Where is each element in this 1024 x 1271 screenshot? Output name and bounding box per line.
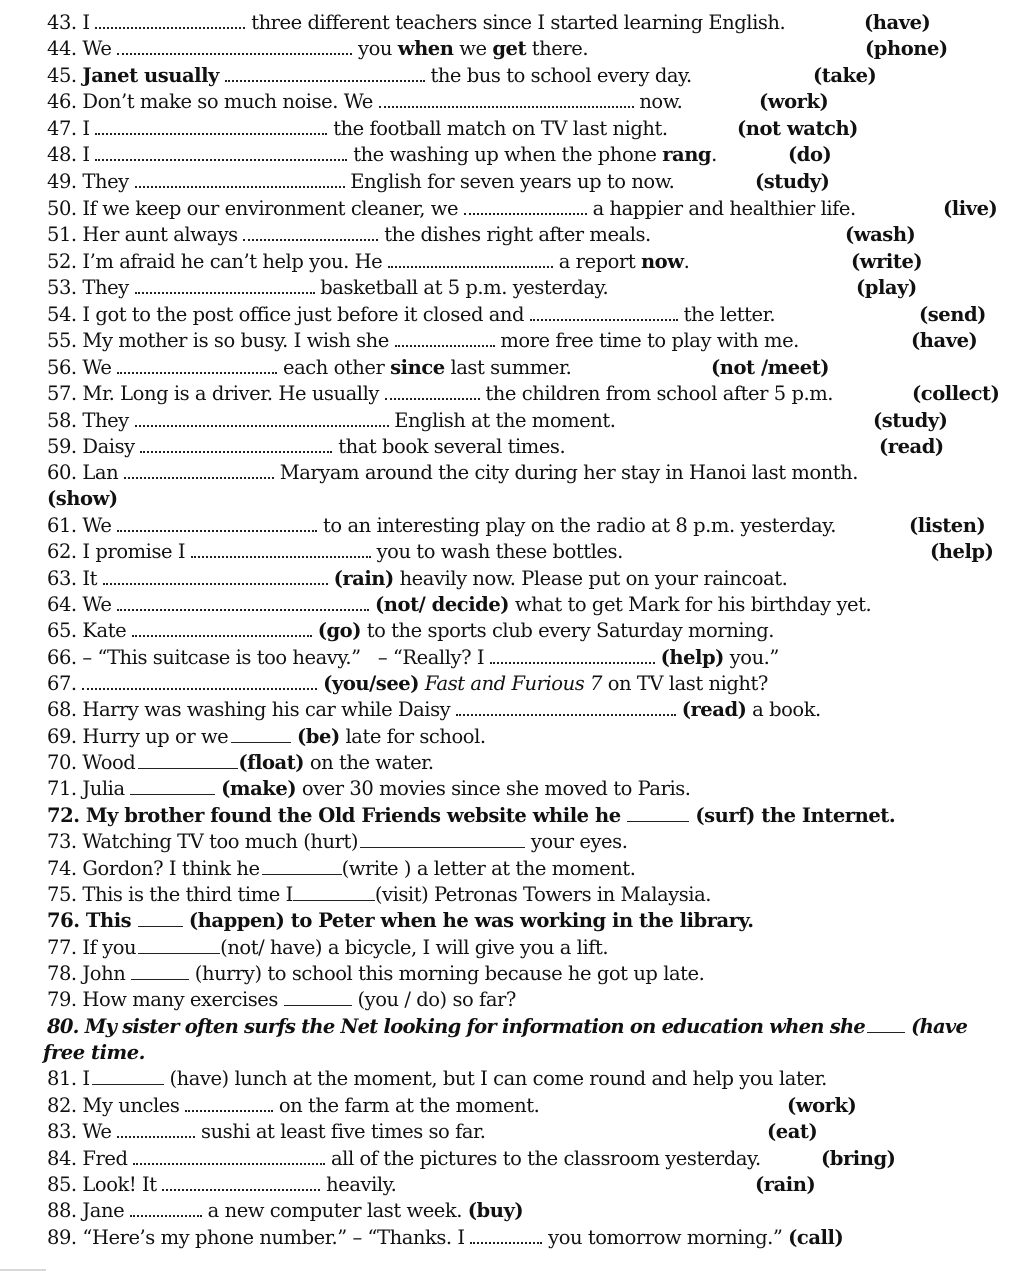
verb-hint: (study) — [873, 409, 948, 432]
answer-blank[interactable] — [456, 698, 676, 716]
verb-hint: (bring) — [821, 1147, 896, 1170]
exercise-number: 58. — [47, 409, 77, 432]
exercise-text: you — [358, 37, 398, 60]
exercise-number: 88. — [47, 1199, 77, 1222]
exercise-number: 60. — [47, 461, 77, 484]
exercise-number: 52. — [47, 250, 77, 273]
exercise-line-58 — [47, 408, 1024, 434]
exercise-line-64 — [47, 592, 1024, 618]
verb-hint: (phone) — [865, 37, 948, 60]
exercise-line-55 — [47, 328, 1024, 354]
exercise-subject: Look! It — [82, 1173, 157, 1196]
exercise-subject: If we keep our environment cleaner, we — [82, 197, 459, 220]
exercise-line-59 — [47, 434, 1024, 460]
exercise-number: 46. — [47, 90, 77, 113]
exercise-text: a bicycle, I will give you a lift. — [327, 936, 609, 959]
exercise-text: the dishes right after meals. — [384, 223, 651, 246]
answer-blank[interactable] — [130, 779, 215, 795]
exercise-text: you to wash these bottles. — [376, 540, 623, 563]
exercise-line-65 — [47, 618, 1024, 644]
exercise-number: 45. — [47, 64, 77, 87]
exercise-number: 56. — [47, 356, 77, 379]
answer-blank[interactable] — [95, 11, 245, 29]
exercise-text: we — [453, 37, 493, 60]
answer-blank[interactable] — [388, 250, 553, 268]
answer-blank[interactable] — [627, 806, 689, 822]
verb-hint: (buy) — [467, 1199, 524, 1222]
exercise-line-56 — [47, 355, 1024, 381]
answer-blank[interactable] — [284, 990, 352, 1006]
exercise-number: 64. — [47, 593, 77, 616]
exercise-text: what to get Mark for his birthday yet. — [514, 593, 872, 616]
verb-hint: (not watch) — [737, 117, 858, 140]
answer-blank[interactable] — [464, 197, 587, 215]
exercise-line-46 — [47, 89, 1024, 115]
answer-blank[interactable] — [131, 964, 189, 980]
exercise-subject: John — [82, 962, 126, 985]
exercise-number: 70. — [47, 751, 77, 774]
answer-blank[interactable] — [231, 727, 291, 743]
exercise-subject: I — [82, 143, 90, 166]
exercise-subject: Hurry up or we — [82, 725, 229, 748]
exercise-line-80-cont — [43, 1040, 1024, 1066]
answer-blank[interactable] — [225, 64, 425, 82]
exercise-number: 78. — [47, 962, 77, 985]
answer-blank[interactable] — [130, 1199, 202, 1217]
exercise-subject: It — [82, 567, 98, 590]
exercise-text: the Internet. — [761, 804, 896, 827]
exercise-line-47 — [47, 116, 1024, 142]
answer-blank[interactable] — [530, 303, 678, 321]
exercise-text: sushi at least five times so far. — [201, 1120, 486, 1143]
verb-hint: (read) — [681, 698, 747, 721]
answer-blank[interactable] — [470, 1226, 542, 1244]
exercise-number: 72. — [47, 804, 80, 827]
exercise-line-66 — [47, 645, 1024, 671]
exercise-subject: Her aunt always — [82, 223, 238, 246]
answer-blank[interactable] — [124, 461, 274, 479]
exercise-number: 79. — [47, 988, 77, 1011]
exercise-text: on the farm at the moment. — [278, 1094, 540, 1117]
exercise-subject: We — [82, 356, 112, 379]
exercise-number: 61. — [47, 514, 77, 537]
exercise-line-53 — [47, 275, 1024, 301]
exercise-text: the letter. — [683, 303, 776, 326]
exercise-line-43 — [47, 10, 1024, 36]
verb-hint: (have) — [864, 11, 931, 34]
exercise-subject: We — [82, 1120, 112, 1143]
answer-blank[interactable] — [132, 619, 312, 637]
verb-hint: (visit) — [374, 883, 429, 906]
exercise-text: a report — [558, 250, 641, 273]
exercise-text: Maryam around the city during her stay in Hanoi last month. — [279, 461, 859, 484]
exercise-line-70 — [47, 750, 1024, 776]
exercise-number: 73. — [47, 830, 77, 853]
exercise-text: a book. — [752, 698, 821, 721]
exercise-line-60-cont — [47, 486, 1024, 512]
exercise-line-82 — [47, 1093, 1024, 1119]
answer-blank[interactable] — [385, 382, 480, 400]
exercise-line-83 — [47, 1119, 1024, 1145]
verb-hint: (play) — [856, 276, 917, 299]
verb-hint: (rain) — [333, 567, 394, 590]
exercise-subject: I — [82, 1067, 90, 1090]
exercise-line-73 — [47, 829, 1024, 855]
exercise-text: the washing up when the phone — [353, 143, 663, 166]
exercise-line-75 — [47, 882, 1024, 908]
exercise-subject: I got to the post office just before it closed and — [82, 303, 525, 326]
exercise-number: 65. — [47, 619, 77, 642]
answer-blank[interactable] — [117, 1120, 195, 1138]
exercise-subject: Mr. Long is a driver. He usually — [82, 382, 379, 405]
verb-hint: (wash) — [845, 223, 916, 246]
exercise-text: a happier and healthier life. — [592, 197, 856, 220]
exercise-line-62 — [47, 539, 1024, 565]
exercise-text: heavily now. Please put on your raincoat. — [399, 567, 788, 590]
verb-hint: (be) — [297, 725, 340, 748]
exercise-text: the bus to school every day. — [430, 64, 692, 87]
exercise-number: 43. — [47, 11, 77, 34]
exercise-line-67 — [47, 671, 1024, 697]
verb-hint: (have) — [169, 1067, 229, 1090]
exercise-text: you tomorrow morning.” — [548, 1226, 783, 1249]
exercise-line-69 — [47, 724, 1024, 750]
exercise-subject: This is the third time I — [82, 883, 293, 906]
exercise-text: English for seven years up to now. — [350, 170, 675, 193]
answer-blank[interactable] — [138, 938, 220, 954]
answer-blank[interactable] — [103, 567, 328, 585]
answer-blank[interactable] — [138, 753, 238, 769]
answer-blank[interactable] — [95, 143, 347, 161]
verb-hint: (collect) — [912, 382, 1000, 405]
answer-blank[interactable] — [95, 117, 327, 135]
exercise-text: last summer. — [444, 356, 572, 379]
verb-hint: (live) — [943, 197, 998, 220]
movie-title: Fast and Furious 7 — [424, 672, 602, 695]
exercise-number: 77. — [47, 936, 77, 959]
answer-blank[interactable] — [117, 514, 317, 532]
exercise-subject: Daisy — [82, 435, 135, 458]
answer-blank[interactable] — [162, 1173, 320, 1191]
answer-blank[interactable] — [117, 37, 352, 55]
exercise-number: 62. — [47, 540, 77, 563]
exercise-line-54 — [47, 302, 1024, 328]
verb-hint: (write ) — [341, 857, 412, 880]
exercise-line-44 — [47, 36, 1024, 62]
exercise-text: that book several times. — [338, 435, 566, 458]
exercise-text: Petronas Towers in Malaysia. — [434, 883, 712, 906]
exercise-number: 54. — [47, 303, 77, 326]
exercise-number: 80. — [47, 1015, 79, 1038]
exercise-subject: My uncles — [82, 1094, 180, 1117]
exercise-number: 68. — [47, 698, 77, 721]
exercise-text: now. — [639, 90, 683, 113]
answer-blank[interactable] — [293, 885, 375, 901]
exercise-subject: Kate — [82, 619, 127, 642]
exercise-number: 74. — [47, 857, 77, 880]
exercise-text: . — [711, 143, 717, 166]
exercise-subject: Julia — [82, 777, 125, 800]
exercise-line-52 — [47, 249, 1024, 275]
exercise-line-88 — [47, 1198, 1024, 1224]
verb-hint: (write) — [851, 250, 923, 273]
exercise-text: you.” — [729, 646, 779, 669]
answer-blank[interactable] — [140, 435, 332, 453]
answer-blank[interactable] — [135, 276, 315, 294]
exercise-number: 57. — [47, 382, 77, 405]
exercise-subject: – “This suitcase is too heavy.” – “Really? I — [82, 646, 485, 669]
exercise-number: 50. — [47, 197, 77, 220]
exercise-text: over 30 movies since she moved to Paris. — [301, 777, 691, 800]
verb-hint: (have — [911, 1015, 968, 1038]
exercise-subject: How many exercises — [82, 988, 278, 1011]
emphasis-text: rang — [662, 143, 712, 166]
answer-blank[interactable] — [262, 859, 342, 875]
exercise-subject: I — [82, 117, 90, 140]
verb-hint: (not/ decide) — [375, 593, 510, 616]
exercise-text: free time. — [43, 1041, 146, 1064]
exercise-number: 59. — [47, 435, 77, 458]
verb-hint: (float) — [238, 751, 305, 774]
exercise-line-74 — [47, 856, 1024, 882]
exercise-subject: My mother is so busy. I wish she — [82, 329, 389, 352]
exercise-subject: We — [82, 514, 112, 537]
exercise-number: 63. — [47, 567, 77, 590]
exercise-number: 51. — [47, 223, 77, 246]
exercise-line-57 — [47, 381, 1024, 407]
exercise-subject: If you — [82, 936, 137, 959]
exercise-line-85 — [47, 1172, 1024, 1198]
exercise-line-51 — [47, 222, 1024, 248]
exercise-number: 84. — [47, 1147, 77, 1170]
exercise-text: . — [683, 250, 690, 273]
verb-hint: (do) — [788, 143, 832, 166]
answer-blank[interactable] — [379, 90, 634, 108]
answer-blank[interactable] — [92, 1069, 164, 1085]
exercise-number: 83. — [47, 1120, 77, 1143]
answer-blank[interactable] — [185, 1094, 273, 1112]
exercise-subject: They — [82, 170, 129, 193]
exercise-line-63 — [47, 566, 1024, 592]
exercise-subject: Janet usually — [82, 64, 219, 87]
exercise-number: 49. — [47, 170, 77, 193]
exercise-text: three different teachers since I started learning English. — [251, 11, 786, 34]
exercise-text: on TV last night? — [607, 672, 768, 695]
exercise-line-45 — [47, 63, 1024, 89]
exercise-subject: Watching TV too much (hurt) — [82, 830, 359, 853]
exercise-line-60 — [47, 460, 1024, 486]
exercise-text: the children from school after 5 p.m. — [485, 382, 834, 405]
exercise-text: more free time to play with me. — [500, 329, 799, 352]
exercise-line-84 — [47, 1146, 1024, 1172]
exercise-subject: My sister often surfs the Net looking for information on education when she — [84, 1015, 866, 1038]
exercise-line-80 — [47, 1014, 1024, 1040]
exercise-number: 75. — [47, 883, 77, 906]
exercise-number: 48. — [47, 143, 77, 166]
exercise-subject: Fred — [82, 1147, 128, 1170]
exercise-subject: My brother found the Old Friends website while he — [85, 804, 621, 827]
exercise-text: so far? — [452, 988, 516, 1011]
exercise-text: there. — [526, 37, 589, 60]
verb-hint: (take) — [813, 64, 877, 87]
verb-hint: (have) — [911, 329, 978, 352]
exercise-subject: They — [82, 409, 129, 432]
verb-hint: (help) — [660, 646, 724, 669]
exercise-text: on the water. — [309, 751, 434, 774]
verb-hint: (make) — [221, 777, 297, 800]
answer-blank[interactable] — [360, 832, 525, 848]
exercise-text: to school this morning because he got up late. — [267, 962, 705, 985]
exercise-subject: Jane — [82, 1199, 125, 1222]
exercise-number: 85. — [47, 1173, 77, 1196]
exercise-line-89 — [47, 1225, 1024, 1251]
verb-hint: (send) — [919, 303, 986, 326]
exercise-number: 66. — [47, 646, 77, 669]
exercise-text: English at the moment. — [394, 409, 616, 432]
exercise-line-77 — [47, 935, 1024, 961]
exercise-text: to an interesting play on the radio at 8 p.m. yesterday. — [323, 514, 836, 537]
exercise-line-49 — [47, 169, 1024, 195]
exercise-line-79 — [47, 987, 1024, 1013]
exercise-number: 82. — [47, 1094, 77, 1117]
answer-blank[interactable] — [117, 593, 369, 611]
exercise-text: a new computer last week. — [207, 1199, 463, 1222]
emphasis-text: get — [492, 37, 527, 60]
exercise-subject: We — [82, 593, 112, 616]
exercise-text: your eyes. — [530, 830, 628, 853]
exercise-text: to the sports club every Saturday morning. — [366, 619, 774, 642]
exercise-text: basketball at 5 p.m. yesterday. — [320, 276, 609, 299]
exercise-subject: I — [82, 11, 90, 34]
verb-hint: (go) — [317, 619, 361, 642]
exercise-line-78 — [47, 961, 1024, 987]
exercise-number: 67. — [47, 672, 77, 695]
exercise-text: each other — [283, 356, 391, 379]
exercise-subject: This — [85, 909, 132, 932]
exercise-subject: I promise I — [82, 540, 186, 563]
exercise-subject: Harry was washing his car while Daisy — [82, 698, 451, 721]
exercise-number: 53. — [47, 276, 77, 299]
exercise-text: the football match on TV last night. — [333, 117, 668, 140]
exercise-number: 76. — [47, 909, 80, 932]
exercise-line-76 — [47, 908, 1024, 934]
verb-hint: (surf) — [695, 804, 755, 827]
answer-blank[interactable] — [243, 223, 378, 241]
exercise-text: lunch at the moment, but I can come round and help you later. — [234, 1067, 827, 1090]
exercise-subject: Wood — [82, 751, 136, 774]
emphasis-text: now — [640, 250, 684, 273]
exercise-subject: We — [82, 37, 112, 60]
exercise-text: heavily. — [326, 1173, 397, 1196]
exercise-subject: Don’t make so much noise. We — [82, 90, 373, 113]
exercise-line-71 — [47, 776, 1024, 802]
exercise-number: 81. — [47, 1067, 77, 1090]
exercise-subject: They — [82, 276, 129, 299]
exercise-number: 44. — [47, 37, 77, 60]
exercise-subject: “Here’s my phone number.” – “Thanks. I — [82, 1226, 465, 1249]
verb-hint: (happen) — [188, 909, 285, 932]
exercise-subject: I’m afraid he can’t help you. He — [82, 250, 383, 273]
exercise-line-72 — [47, 803, 1024, 829]
answer-blank[interactable] — [191, 540, 371, 558]
exercise-number: 69. — [47, 725, 77, 748]
answer-blank[interactable] — [135, 170, 345, 188]
exercise-text: all of the pictures to the classroom yesterday. — [331, 1147, 761, 1170]
exercise-line-48 — [47, 142, 1024, 168]
verb-hint: (show) — [47, 487, 118, 510]
exercise-subject: Lan — [82, 461, 119, 484]
exercise-number: 89. — [47, 1226, 77, 1249]
verb-hint: (eat) — [767, 1120, 818, 1143]
answer-blank[interactable] — [133, 1147, 325, 1165]
exercise-subject: Gordon? I think he — [82, 857, 260, 880]
verb-hint: (not /meet) — [711, 356, 830, 379]
exercise-text: late for school. — [345, 725, 486, 748]
verb-hint: (work) — [787, 1094, 857, 1117]
answer-blank[interactable] — [82, 672, 317, 690]
emphasis-text: when — [397, 37, 454, 60]
verb-hint: (help) — [930, 540, 994, 563]
exercise-line-68 — [47, 697, 1024, 723]
answer-blank[interactable] — [490, 646, 655, 664]
exercise-text: a letter at the moment. — [416, 857, 636, 880]
answer-blank[interactable] — [867, 1017, 905, 1033]
verb-hint: (listen) — [909, 514, 986, 537]
exercise-line-61 — [47, 513, 1024, 539]
answer-blank[interactable] — [135, 409, 389, 427]
answer-blank[interactable] — [138, 911, 183, 927]
verb-hint: (you / do) — [357, 988, 447, 1011]
exercise-number: 55. — [47, 329, 77, 352]
verb-hint: (read) — [879, 435, 944, 458]
exercise-number: 71. — [47, 777, 77, 800]
answer-blank[interactable] — [395, 329, 495, 347]
verb-hint: (rain) — [755, 1173, 816, 1196]
exercise-number: 47. — [47, 117, 77, 140]
emphasis-text: since — [390, 356, 445, 379]
exercise-text: to Peter when he was working in the library. — [290, 909, 754, 932]
verb-hint: (you/see) — [323, 672, 420, 695]
verb-hint: (not/ have) — [220, 936, 323, 959]
answer-blank[interactable] — [117, 356, 277, 374]
verb-hint: (hurry) — [194, 962, 262, 985]
exercise-line-50 — [47, 196, 1024, 222]
verb-hint: (work) — [759, 90, 829, 113]
verb-hint: (study) — [755, 170, 830, 193]
verb-hint: (call) — [788, 1226, 844, 1249]
exercise-line-81 — [47, 1066, 1024, 1092]
